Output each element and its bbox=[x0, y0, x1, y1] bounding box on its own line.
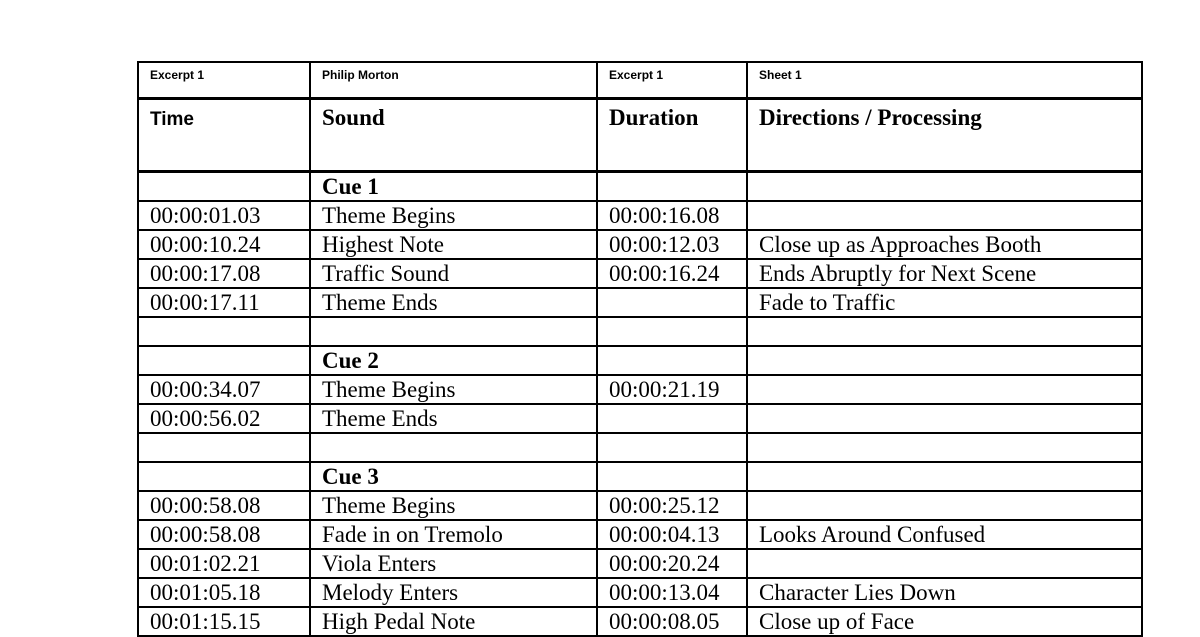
table-row bbox=[138, 520, 1142, 549]
time-cell: 00:00:34.07 bbox=[138, 375, 310, 404]
time-cell: 00:00:58.08 bbox=[138, 520, 310, 549]
duration-cell bbox=[597, 462, 747, 491]
directions-cell: Fade to Traffic bbox=[747, 288, 1142, 317]
duration-cell bbox=[597, 172, 747, 202]
sound-cell: Melody Enters bbox=[310, 578, 597, 607]
time-cell: 00:01:05.18 bbox=[138, 578, 310, 607]
table-row bbox=[138, 259, 1142, 288]
directions-cell: Ends Abruptly for Next Scene bbox=[747, 259, 1142, 288]
duration-cell: 00:00:20.24 bbox=[597, 549, 747, 578]
sound-cell: Traffic Sound bbox=[310, 259, 597, 288]
table-row bbox=[138, 491, 1142, 520]
table-row bbox=[138, 549, 1142, 578]
header-time: Time bbox=[138, 99, 310, 172]
table-row bbox=[138, 433, 1142, 462]
time-cell bbox=[138, 317, 310, 346]
sound-cell: Cue 1 bbox=[310, 172, 597, 202]
duration-cell bbox=[597, 288, 747, 317]
time-cell: 00:00:56.02 bbox=[138, 404, 310, 433]
sound-cell: Viola Enters bbox=[310, 549, 597, 578]
duration-cell bbox=[597, 433, 747, 462]
time-cell: 00:00:58.08 bbox=[138, 491, 310, 520]
directions-cell bbox=[747, 549, 1142, 578]
duration-cell: 00:00:25.12 bbox=[597, 491, 747, 520]
time-cell: 00:00:17.08 bbox=[138, 259, 310, 288]
table-row bbox=[138, 172, 1142, 202]
time-cell bbox=[138, 172, 310, 202]
time-cell: 00:00:17.11 bbox=[138, 288, 310, 317]
directions-cell bbox=[747, 433, 1142, 462]
directions-cell bbox=[747, 491, 1142, 520]
table-row bbox=[138, 607, 1142, 636]
directions-cell bbox=[747, 317, 1142, 346]
directions-cell: Close up of Face bbox=[747, 607, 1142, 636]
duration-cell bbox=[597, 317, 747, 346]
directions-cell bbox=[747, 404, 1142, 433]
meta-sheet: Sheet 1 bbox=[747, 62, 1142, 99]
table-row bbox=[138, 578, 1142, 607]
cue-sheet-body bbox=[138, 62, 1142, 636]
table-row bbox=[138, 375, 1142, 404]
sound-cell bbox=[310, 433, 597, 462]
sound-cell: Theme Begins bbox=[310, 201, 597, 230]
duration-cell: 00:00:13.04 bbox=[597, 578, 747, 607]
directions-cell: Close up as Approaches Booth bbox=[747, 230, 1142, 259]
table-row bbox=[138, 317, 1142, 346]
sound-cell: High Pedal Note bbox=[310, 607, 597, 636]
sound-cell: Theme Ends bbox=[310, 288, 597, 317]
sound-cell bbox=[310, 317, 597, 346]
table-row bbox=[138, 404, 1142, 433]
time-cell bbox=[138, 462, 310, 491]
sound-cell: Fade in on Tremolo bbox=[310, 520, 597, 549]
duration-cell: 00:00:04.13 bbox=[597, 520, 747, 549]
directions-cell bbox=[747, 346, 1142, 375]
directions-cell bbox=[747, 462, 1142, 491]
cue-sheet-table bbox=[137, 61, 1143, 637]
sound-cell: Theme Begins bbox=[310, 491, 597, 520]
header-duration: Duration bbox=[597, 99, 747, 172]
table-row bbox=[138, 201, 1142, 230]
duration-cell bbox=[597, 346, 747, 375]
time-cell: 00:01:15.15 bbox=[138, 607, 310, 636]
table-row bbox=[138, 230, 1142, 259]
directions-cell bbox=[747, 201, 1142, 230]
table-row bbox=[138, 346, 1142, 375]
time-cell: 00:01:02.21 bbox=[138, 549, 310, 578]
sound-cell: Highest Note bbox=[310, 230, 597, 259]
meta-row bbox=[138, 62, 1142, 99]
header-row bbox=[138, 99, 1142, 172]
table-row bbox=[138, 288, 1142, 317]
duration-cell: 00:00:16.24 bbox=[597, 259, 747, 288]
duration-cell: 00:00:08.05 bbox=[597, 607, 747, 636]
meta-author: Philip Morton bbox=[310, 62, 597, 99]
header-sound: Sound bbox=[310, 99, 597, 172]
sound-cell: Theme Ends bbox=[310, 404, 597, 433]
sound-cell: Cue 2 bbox=[310, 346, 597, 375]
duration-cell bbox=[597, 404, 747, 433]
time-cell bbox=[138, 433, 310, 462]
directions-cell bbox=[747, 172, 1142, 202]
header-directions: Directions / Processing bbox=[747, 99, 1142, 172]
directions-cell: Character Lies Down bbox=[747, 578, 1142, 607]
meta-excerpt: Excerpt 1 bbox=[138, 62, 310, 99]
sound-cell: Cue 3 bbox=[310, 462, 597, 491]
duration-cell: 00:00:21.19 bbox=[597, 375, 747, 404]
sound-cell: Theme Begins bbox=[310, 375, 597, 404]
time-cell: 00:00:10.24 bbox=[138, 230, 310, 259]
duration-cell: 00:00:16.08 bbox=[597, 201, 747, 230]
meta-excerpt-2: Excerpt 1 bbox=[597, 62, 747, 99]
table-row bbox=[138, 462, 1142, 491]
time-cell: 00:00:01.03 bbox=[138, 201, 310, 230]
duration-cell: 00:00:12.03 bbox=[597, 230, 747, 259]
time-cell bbox=[138, 346, 310, 375]
directions-cell: Looks Around Confused bbox=[747, 520, 1142, 549]
directions-cell bbox=[747, 375, 1142, 404]
